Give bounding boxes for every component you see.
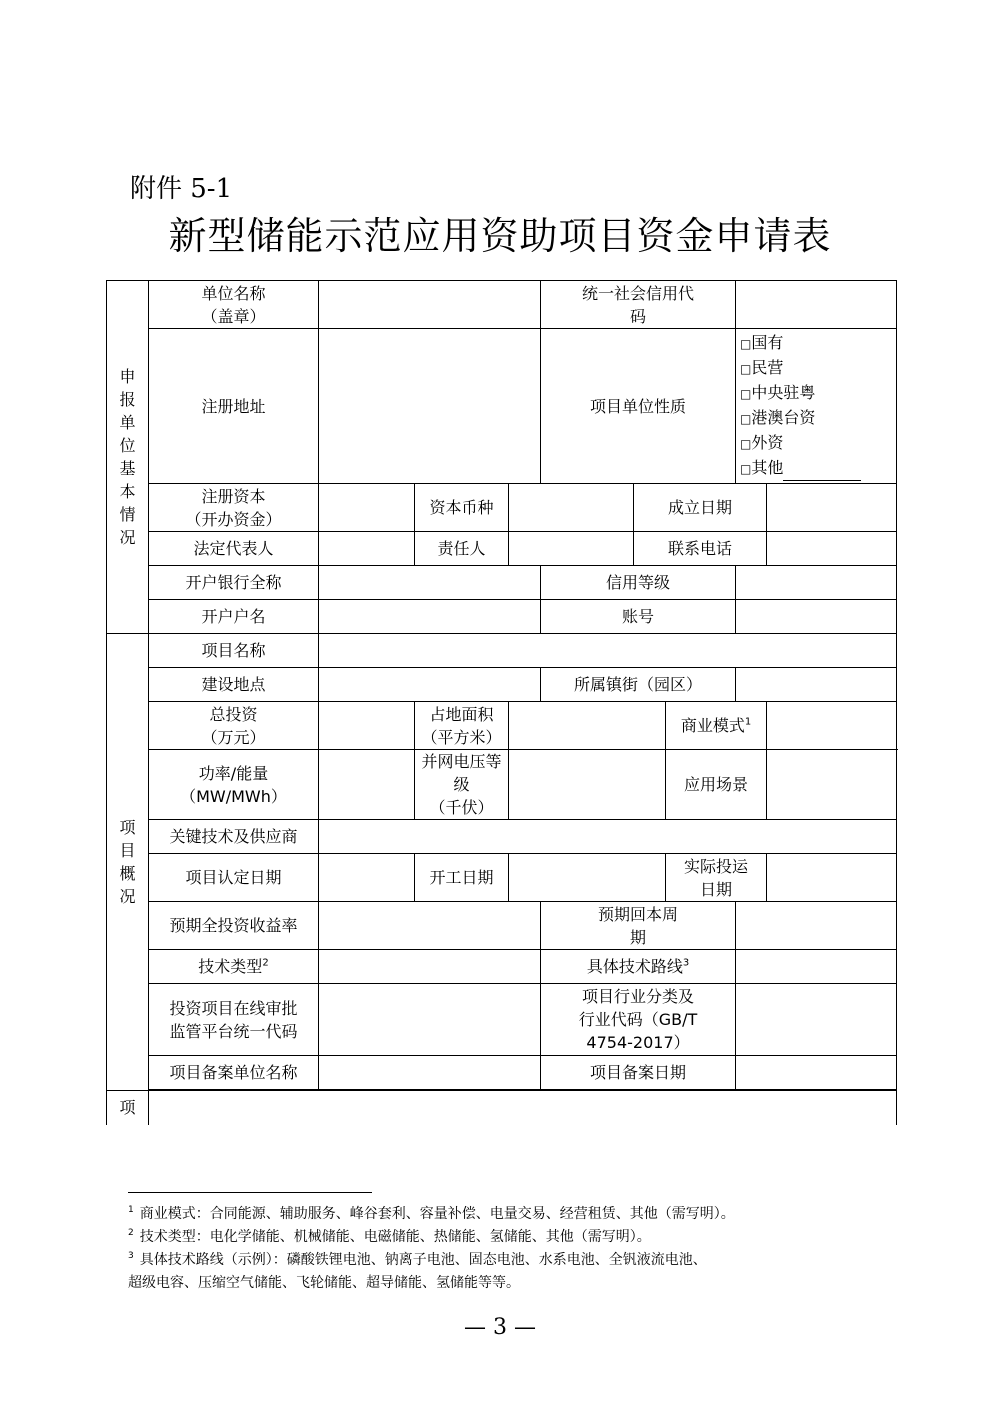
account-name-label: 开户户名 bbox=[149, 600, 319, 634]
key-tech-field[interactable] bbox=[319, 820, 897, 854]
row-reg-capital bbox=[107, 484, 897, 532]
phone-field[interactable] bbox=[767, 532, 897, 566]
nature-option-other[interactable]: □其他 bbox=[740, 456, 832, 481]
online-code-label: 投资项目在线审批 监管平台统一代码 bbox=[149, 984, 319, 1056]
row-power bbox=[107, 750, 897, 820]
operation-date-field[interactable] bbox=[767, 854, 897, 902]
filing-unit-label: 项目备案单位名称 bbox=[149, 1056, 319, 1090]
checkbox-icon: □ bbox=[740, 462, 752, 476]
nature-option-state[interactable]: □国有 bbox=[740, 333, 784, 352]
other-blank-line bbox=[783, 464, 861, 481]
row-unit-name bbox=[107, 281, 897, 329]
row-account bbox=[107, 600, 897, 634]
application-field[interactable] bbox=[767, 750, 897, 820]
tech-type-field[interactable] bbox=[319, 950, 541, 984]
business-model-field[interactable] bbox=[767, 702, 897, 750]
section-project-label: 项 目 概 况 bbox=[107, 634, 149, 1091]
nature-option-private[interactable]: □民营 bbox=[740, 358, 784, 377]
total-invest-field[interactable] bbox=[319, 702, 415, 750]
row-total-invest bbox=[107, 702, 897, 750]
footnote-3-cont: 超级电容、压缩空气储能、飞轮储能、超导储能、氢储能等等。 bbox=[128, 1275, 520, 1291]
industry-code-label: 项目行业分类及 行业代码（GB/T 4754-2017） bbox=[541, 984, 736, 1056]
row-irr bbox=[107, 902, 897, 950]
tech-type-label: 技术类型$^2$ bbox=[149, 950, 319, 984]
unit-name-field[interactable] bbox=[319, 281, 541, 329]
legal-rep-field[interactable] bbox=[319, 532, 415, 566]
row-online-code bbox=[107, 984, 897, 1056]
row-project-name bbox=[107, 634, 897, 668]
credit-code-label: 统一社会信用代 码 bbox=[541, 281, 736, 329]
row-reg-address bbox=[107, 329, 897, 484]
unit-name-label: 单位名称 （盖章） bbox=[149, 281, 319, 329]
form-title: 新型储能示范应用资助项目资金申请表 bbox=[168, 214, 832, 258]
checkbox-icon: □ bbox=[740, 387, 752, 401]
recog-date-field[interactable] bbox=[319, 854, 415, 902]
reg-capital-label: 注册资本 （开办资金） bbox=[149, 484, 319, 532]
footnote-3: $^3$ 具体技术路线（示例）：磷酸铁锂电池、钠离子电池、固态电池、水系电池、全钒液流电池、 bbox=[128, 1251, 707, 1268]
power-energy-label: 功率/能量 （MW/MWh） bbox=[149, 750, 319, 820]
bank-name-field[interactable] bbox=[319, 566, 541, 600]
row-dates bbox=[107, 854, 897, 902]
currency-label: 资本币种 bbox=[415, 484, 509, 532]
account-no-field[interactable] bbox=[736, 600, 897, 634]
footnote-ref-1: 1 bbox=[744, 716, 752, 728]
application-form-table bbox=[106, 280, 897, 1125]
page-number: — 3 — bbox=[464, 1315, 536, 1340]
filing-date-field[interactable] bbox=[736, 1056, 897, 1090]
reg-address-field[interactable] bbox=[319, 329, 541, 484]
row-bank bbox=[107, 566, 897, 600]
payback-label: 预期回本周 期 bbox=[541, 902, 736, 950]
industry-code-field[interactable] bbox=[736, 984, 897, 1056]
unit-nature-label: 项目单位性质 bbox=[541, 329, 736, 484]
row-section3 bbox=[107, 1091, 897, 1125]
tech-route-field[interactable] bbox=[736, 950, 897, 984]
found-date-label: 成立日期 bbox=[634, 484, 767, 532]
section-3-label: 项 bbox=[107, 1091, 149, 1125]
checkbox-icon: □ bbox=[740, 337, 752, 351]
checkbox-icon: □ bbox=[740, 437, 752, 451]
project-name-field[interactable] bbox=[319, 634, 897, 668]
start-date-label: 开工日期 bbox=[415, 854, 509, 902]
project-name-label: 项目名称 bbox=[149, 634, 319, 668]
responsible-field[interactable] bbox=[509, 532, 634, 566]
unit-nature-options bbox=[736, 329, 897, 484]
row-filing bbox=[107, 1056, 897, 1090]
grid-voltage-label: 并网电压等级 （千伏） bbox=[415, 750, 509, 820]
account-no-label: 账号 bbox=[541, 600, 736, 634]
legal-rep-label: 法定代表人 bbox=[149, 532, 319, 566]
nature-option-central[interactable]: □中央驻粤 bbox=[740, 383, 816, 402]
operation-date-label: 实际投运 日期 bbox=[666, 854, 767, 902]
filing-date-label: 项目备案日期 bbox=[541, 1056, 736, 1090]
footnotes bbox=[128, 1203, 898, 1295]
irr-field[interactable] bbox=[319, 902, 541, 950]
town-street-label: 所属镇街（园区） bbox=[541, 668, 736, 702]
total-invest-label: 总投资 （万元） bbox=[149, 702, 319, 750]
credit-rating-label: 信用等级 bbox=[541, 566, 736, 600]
start-date-field[interactable] bbox=[509, 854, 666, 902]
currency-field[interactable] bbox=[509, 484, 634, 532]
footnote-ref-2: 2 bbox=[262, 957, 269, 969]
checkbox-icon: □ bbox=[740, 412, 752, 426]
nature-option-foreign[interactable]: □外资 bbox=[740, 433, 784, 452]
land-area-field[interactable] bbox=[509, 702, 666, 750]
section-3-field[interactable] bbox=[149, 1091, 897, 1125]
business-model-label: 商业模式$^1$ bbox=[666, 702, 767, 750]
application-label: 应用场景 bbox=[666, 750, 767, 820]
land-area-label: 占地面积 （平方米） bbox=[415, 702, 509, 750]
key-tech-label: 关键技术及供应商 bbox=[149, 820, 319, 854]
footnote-2: $^2$ 技术类型：电化学储能、机械储能、电磁储能、热储能、氢储能、其他（需写明）。 bbox=[128, 1228, 651, 1245]
attachment-label: 附件 5-1 bbox=[130, 174, 233, 204]
footnote-1: $^1$ 商业模式：合同能源、辅助服务、峰谷套利、容量补偿、电量交易、经营租赁、其他（需写明）。 bbox=[128, 1205, 735, 1222]
footnote-ref-3: 3 bbox=[682, 957, 690, 969]
tech-route-label: 具体技术路线$^3$ bbox=[541, 950, 736, 984]
account-name-field[interactable] bbox=[319, 600, 541, 634]
row-key-tech bbox=[107, 820, 897, 854]
nature-option-hmt[interactable]: □港澳台资 bbox=[740, 408, 816, 427]
responsible-label: 责任人 bbox=[415, 532, 509, 566]
bank-name-label: 开户银行全称 bbox=[149, 566, 319, 600]
online-code-field[interactable] bbox=[319, 984, 541, 1056]
irr-label: 预期全投资收益率 bbox=[149, 902, 319, 950]
row-legal-rep bbox=[107, 532, 897, 566]
reg-address-label: 注册地址 bbox=[149, 329, 319, 484]
credit-code-field[interactable] bbox=[736, 281, 897, 329]
checkbox-icon: □ bbox=[740, 362, 752, 376]
payback-field[interactable] bbox=[736, 902, 897, 950]
power-energy-field[interactable] bbox=[319, 750, 415, 820]
section-applicant-label: 申 报 单 位 基 本 情 况 bbox=[107, 281, 149, 634]
row-tech bbox=[107, 950, 897, 984]
reg-capital-field[interactable] bbox=[319, 484, 415, 532]
build-location-field[interactable] bbox=[319, 668, 541, 702]
recog-date-label: 项目认定日期 bbox=[149, 854, 319, 902]
footnote-divider bbox=[128, 1192, 372, 1193]
town-street-field[interactable] bbox=[736, 668, 897, 702]
build-location-label: 建设地点 bbox=[149, 668, 319, 702]
credit-rating-field[interactable] bbox=[736, 566, 897, 600]
grid-voltage-field[interactable] bbox=[509, 750, 666, 820]
phone-label: 联系电话 bbox=[634, 532, 767, 566]
found-date-field[interactable] bbox=[767, 484, 897, 532]
filing-unit-field[interactable] bbox=[319, 1056, 541, 1090]
row-build-location bbox=[107, 668, 897, 702]
